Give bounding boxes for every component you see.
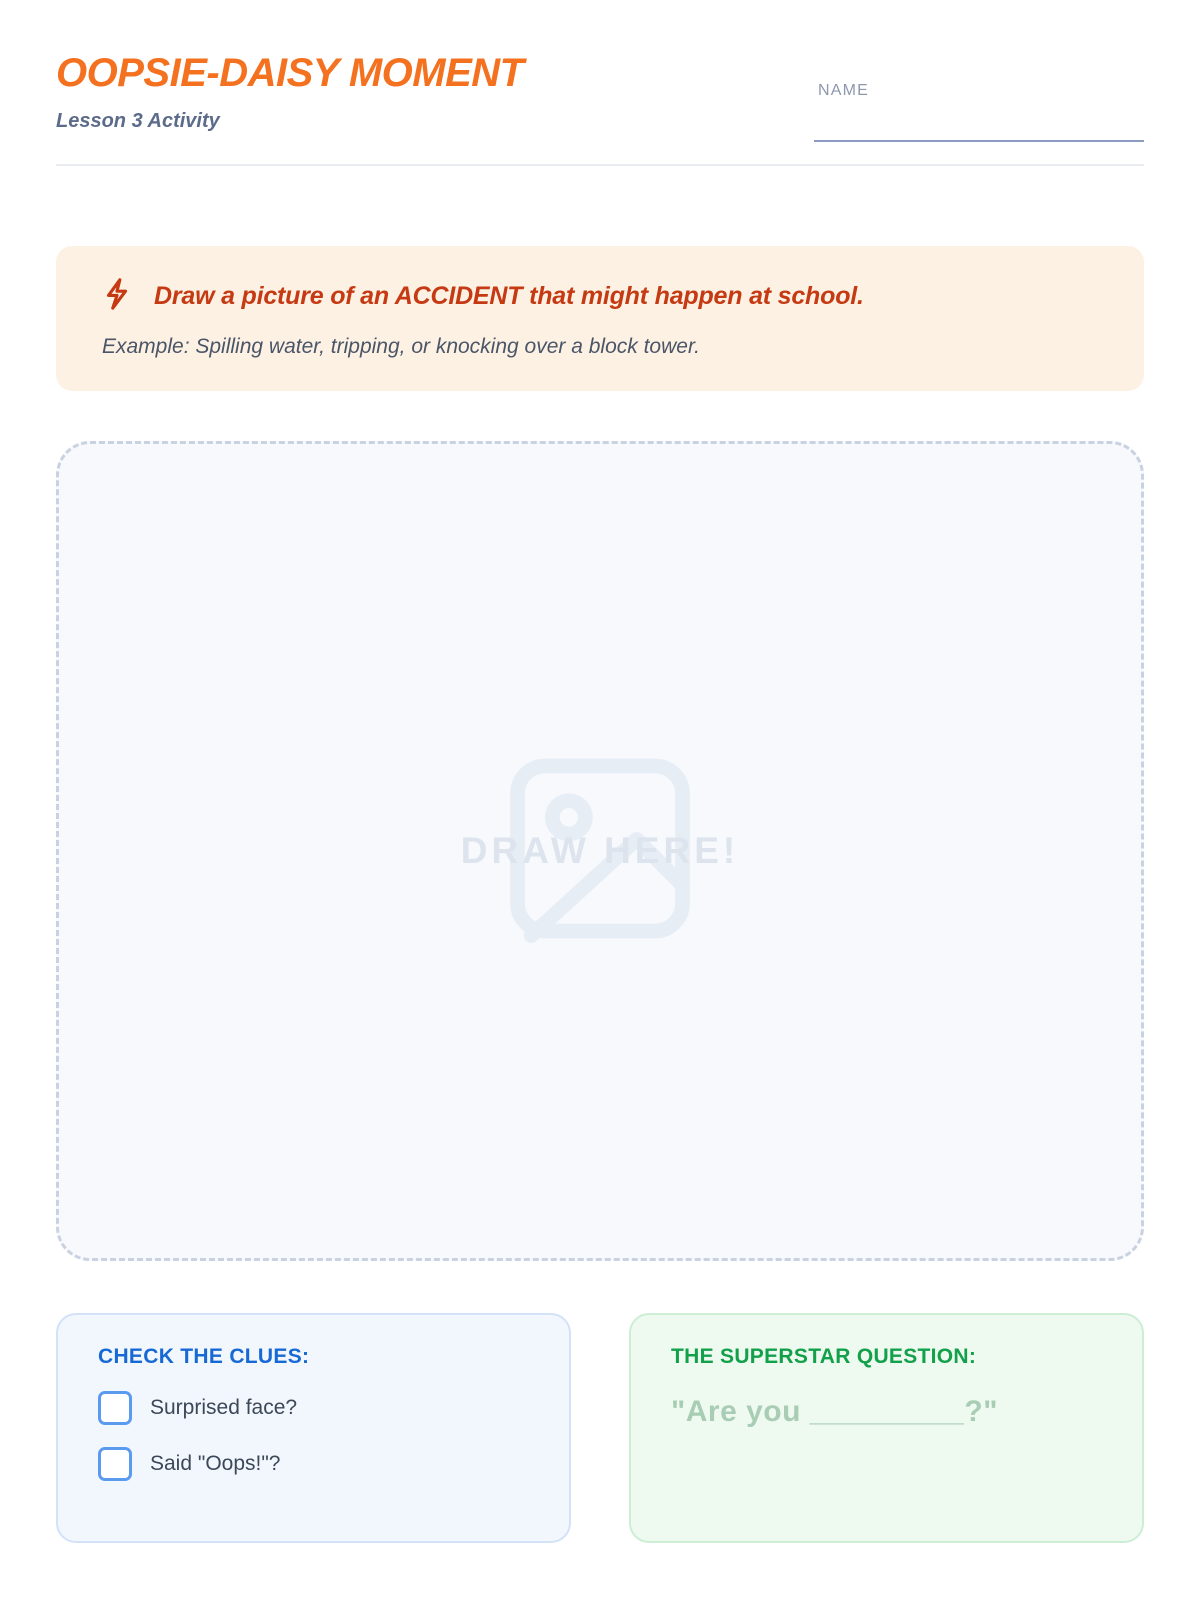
drawing-placeholder-label: DRAW HERE! [460, 830, 740, 871]
instruction-example: Example: Spilling water, tripping, or knocking over a block tower. [102, 335, 701, 358]
instruction-main-row [100, 276, 1100, 317]
clues-card-title: CHECK THE CLUES: [98, 1345, 310, 1368]
question-prompt: "Are you _________?" [671, 1395, 998, 1428]
clue-checkbox-2[interactable] [98, 1447, 132, 1481]
page-subtitle: Lesson 3 Activity [56, 110, 220, 132]
superstar-question-card [629, 1313, 1144, 1543]
instruction-text: Draw a picture of an ACCIDENT that might happen at school. [154, 282, 864, 310]
clue-checkbox-1[interactable] [98, 1391, 132, 1425]
lightning-bolt-icon [100, 276, 134, 317]
name-field-group [814, 48, 1144, 142]
header-title-group [56, 48, 524, 133]
page-title: OOPSIE-DAISY MOMENT [56, 51, 524, 95]
list-item[interactable] [98, 1447, 529, 1481]
clue-label-1: Surprised face? [150, 1396, 298, 1419]
clue-label-2: Said "Oops!"? [150, 1452, 281, 1475]
question-card-title: THE SUPERSTAR QUESTION: [671, 1345, 977, 1368]
drawing-area[interactable] [56, 441, 1144, 1261]
check-the-clues-card [56, 1313, 571, 1543]
worksheet-header [56, 48, 1144, 166]
bottom-cards-row [56, 1313, 1144, 1543]
name-label: NAME [818, 82, 870, 99]
drawing-placeholder [59, 444, 1141, 1258]
list-item[interactable] [98, 1391, 529, 1425]
instruction-callout [56, 246, 1144, 391]
name-input-line[interactable] [814, 140, 1144, 142]
